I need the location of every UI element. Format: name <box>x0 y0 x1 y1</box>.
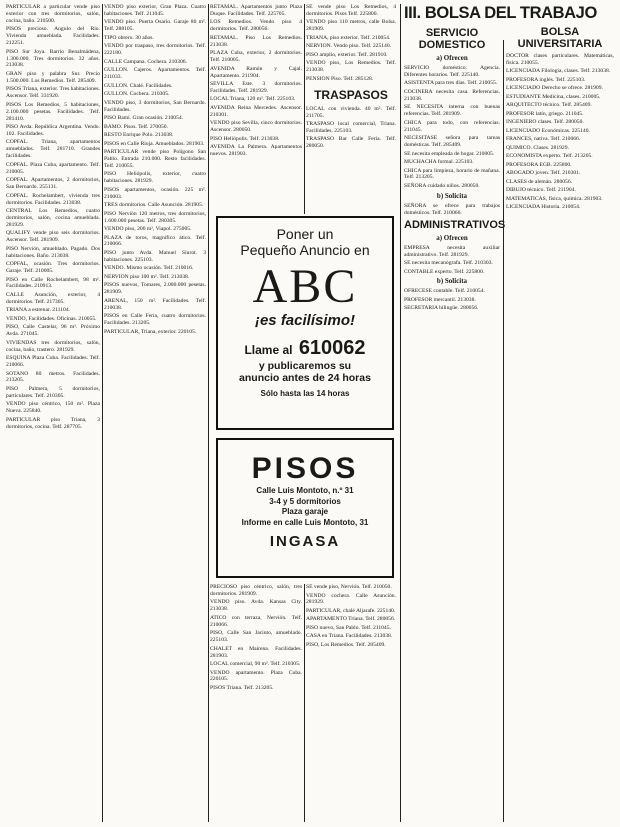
classified-ad: PISOS en Calle Rioja. Amueblados. 281903. <box>104 140 205 147</box>
classified-ad: PARTICULAR a particular vende piso exterior con tres dormitorios, salón, cocina, baño. 210500. <box>6 4 100 24</box>
pisos-line: 3-4 y 5 dormitorios <box>269 496 341 506</box>
classified-ad: PARTICULAR, chalé Aljarafe. 225140. <box>306 607 396 614</box>
classified-ad: SE necesita mecanógrafa. Telf. 210303. <box>404 260 493 267</box>
solicita-list <box>404 203 500 217</box>
classified-ad: PISO nuevo, San Pablo. Telf. 211045. <box>306 624 391 631</box>
classified-ad: ARENAL, 150 m². Facilidades. Telf. 210038. <box>104 297 206 311</box>
classified-ad: CLASES de alemán. 280056. <box>506 178 573 185</box>
solicita-subheading: b) Solicita <box>436 277 468 286</box>
ofrecen-subheading: a) Ofrecen <box>436 54 468 62</box>
column-rule <box>503 40 504 822</box>
bolsa-trabajo-masthead: III. BOLSA DEL TRABAJO <box>404 4 597 22</box>
pisos-brand: INGASA <box>269 533 341 550</box>
classified-ad: COPFAL. Rochelambert, vivienda tres dormitorios. Facilidades. 213038. <box>6 192 100 206</box>
classified-ad: NERVION piso 100 m². Telf. 213038. <box>104 273 190 280</box>
classified-ad: PISO amplio, exterior. Telf. 281910. <box>306 51 388 58</box>
classified-ad: VENDO. Mismo ocasión. Telf. 210016. <box>104 265 194 272</box>
traspasos-heading: TRASPASOS <box>314 87 388 102</box>
classified-ad: SE NECESITA interna con buenas referencias. Telf. 281909. <box>404 104 500 118</box>
classified-ad: LICENCIADA Historia. 210054. <box>506 204 581 211</box>
classified-ad: ABOGADO joven. Telf. 210301. <box>506 170 581 177</box>
classified-ad: COPFAL. Apartamentos, 2 dormitorios, San Bernardo. 255131. <box>6 177 100 191</box>
classified-ad: TIPO obrero. 30 años. <box>104 34 154 41</box>
abc-advert-line: anuncio antes de 24 horas <box>239 372 371 384</box>
classified-ad: PISO Heliópolis, exterior, cuatro habitaciones. 281929. <box>104 171 206 185</box>
classified-ad: MATEMATICAS, física, química. 281903. <box>506 195 603 202</box>
abc-logo: ABC <box>252 260 358 313</box>
classified-ad: CHALET en Mairena. Facilidades. 281903. <box>210 645 302 659</box>
classified-ad: BAMO. Pisos. Telf. 270050. <box>104 123 168 130</box>
classified-column-1 <box>6 4 100 822</box>
classified-ad: PROFESOR mercantil. 213038. <box>404 296 476 303</box>
abc-slogan: ¡es facilísimo! <box>254 312 356 329</box>
classified-ad: COPFAL. Triana, apartamentos amueblados. Telf. 281710. Grandes facilidades. <box>6 139 100 160</box>
classified-ad: PISOS Triana. Telf. 213205. <box>210 684 274 691</box>
classified-ad: VENDO piso 110 metros, calle Bolsa. 281909. <box>306 19 396 33</box>
pisos-advert-box <box>216 438 394 578</box>
classified-ad: GRAN piso y palabra Sur. Precio 1.500.000. Los Remedios. Telf. 285409. <box>6 70 100 84</box>
classified-ad: LICENCIADO Derecho se ofrece. 281909. <box>506 85 603 92</box>
classified-ad: VENDO piso, Los Remedios. Telf. 213038. <box>306 60 396 74</box>
classified-ad: MUCHACHA formal. 225103. <box>404 159 474 166</box>
classified-ad: PENSION Piso. Telf. 285128. <box>306 75 374 82</box>
classified-ad: SEVILLA Este. 3 dormitorios. Facilidades. Telf. 281929. <box>210 81 302 94</box>
classified-ad: PISOS en Calle Feria, cuatro dormitorios. Facilidades. 213205. <box>104 313 206 327</box>
classified-ad: FRANCES, nativa. Telf. 210066. <box>506 136 581 143</box>
classified-ad: SE vende piso, Nervión. Telf. 210050. <box>306 584 392 590</box>
classified-ad: LOS Remedios. Vendo piso 4 dormitorios. Telf. 280056. <box>210 19 302 33</box>
bolsa-universitaria-heading: BOLSA UNIVERSITARIA <box>517 26 603 50</box>
classified-column-2 <box>104 4 206 822</box>
classified-ad: SOTANO 80 metros. Facilidades. 213205. <box>6 370 100 384</box>
classified-ad: RETAMAL. Apartamentos junto Plaza Duque. Facilidades. Telf. 225705. <box>210 4 302 17</box>
classified-ad: VENDO, Facilidades. Oficinas. 210055. <box>6 315 97 322</box>
classified-column-3 <box>210 4 302 214</box>
classified-ad: ASISTENTA para tres días. Telf. 210055. <box>404 80 498 87</box>
classified-ad: PISO Nervión 120 metros, tres dormitorios, 1.600.000 pesetas. Telf. 280305. <box>104 210 206 224</box>
classified-ad: PARTICULAR vende piso Polígono San Pablo. Entrada 210.000. Resto facilidades. Telf. 210055. <box>104 149 206 169</box>
column-rule <box>102 4 103 822</box>
classified-ad: PROFESOR latín, griego. 211045. <box>506 110 584 117</box>
classified-ad: AVENIDA Reina Mercedes. Ascensor. 210301. <box>210 104 302 118</box>
classified-ad: TRIANA a estrenar. 211104. <box>6 307 71 314</box>
classified-ad: VENDO apartamento. Plaza Cuba. 220105. <box>210 669 302 683</box>
classified-column-3-lower <box>210 584 302 824</box>
classified-ad: PISOS apartamentos, ocasión. 225 m². 210003. <box>104 186 206 200</box>
classified-ad: PLAZA de toros, magnífico ático. Telf. 210066. <box>104 234 206 248</box>
classified-ad: ARQUITECTO técnico. Telf. 285409. <box>506 102 592 109</box>
classified-ad: SE necesita empleada de hogar. 210005. <box>404 150 495 157</box>
classified-ad: PISO junto Avda. Manuel Siurot. 3 habitaciones. 225103. <box>104 249 206 263</box>
classified-ad: GULLON. Chalé. Facilidades. <box>104 82 173 89</box>
classified-ad: PISO Sur Joya. Barrio Benalmádena, 1.300.000. Tres dormitorios. 32 años. 213038. <box>6 48 100 69</box>
classified-ad: LOCAL Triana, 120 m². Telf. 225103. <box>210 96 296 103</box>
classified-ad: PLAZA Cuba, exterior, 2 dormitorios. Telf. 210005. <box>210 50 302 64</box>
classified-ad: CONTABLE experto. Telf. 225800. <box>404 268 485 275</box>
classified-ad: CALLE Asunción, exterior, 4 dormitorios. Telf. 217305. <box>6 291 100 305</box>
classified-ad: APARTAMENTO Triana. Telf. 280056. <box>306 616 396 623</box>
classified-ad: RETAMAL. Piso Los Remedios. 213038. <box>210 34 302 48</box>
classified-ad: RESTO Enrique Polo. 213038. <box>104 132 174 139</box>
classified-ad: PISOS nuevos, Tomares, 2.000.000 pesetas. 281909. <box>104 282 206 296</box>
classified-ad: GULLON. Cochera. 210305. <box>104 91 170 98</box>
pisos-line: Informe en calle Luis Montoto, 31 <box>241 517 369 527</box>
classified-ad: COCINERA necesita casa. Referencias. 213038. <box>404 88 500 102</box>
column-rule <box>208 4 209 822</box>
classified-ad: CHICA para limpieza, horario de mañana. Telf. 213205. <box>404 167 500 181</box>
classified-ad: VENDO piso Sevilla, cinco dormitorios. Ascensor. 280050. <box>210 120 302 134</box>
administrativos-list <box>404 245 500 276</box>
abc-call-line <box>218 337 392 360</box>
classified-ad: PISOS Triana, exterior. Tres habitaciones. Ascensor. Telf. 331920. <box>6 86 101 100</box>
classified-ad: NECESITASE señora para tareas domésticas. Telf. 285409. <box>404 135 500 149</box>
pisos-line: Plaza garaje <box>281 507 329 516</box>
classified-ad: SERVICIO doméstico. Agencia. Diferentes horarios. Telf. 225140. <box>404 65 500 78</box>
classified-ad: INGENIERO clases. Telf. 280050. <box>506 119 584 126</box>
classified-ad: CALLE Campana. Cochera. 210306. <box>104 58 187 65</box>
pisos-title: PISOS <box>251 452 359 485</box>
abc-hours-note: Sólo hasta las 14 horas <box>260 389 350 398</box>
classified-ad: AVENIDA La Palmera. Apartamentos nuevos. 281903. <box>210 144 302 158</box>
abc-phone-number: 610062 <box>298 337 366 359</box>
classified-ad: DOCTOR clases particulares. Matemáticas, física. 210055. <box>506 53 614 66</box>
classified-ad: AVENIDA Ramón y Cajal. Apartamento. 211904. <box>210 65 302 79</box>
classified-ad: PARTICULAR, Triana, exterior. 220105. <box>104 328 197 335</box>
administrativos-solicita-list <box>404 288 500 312</box>
abc-advert-box <box>216 216 394 430</box>
abc-advert-line: y publicaremos su <box>258 360 352 372</box>
classified-ad: ESTUDIANTE Medicina, clases. 210005. <box>506 93 601 100</box>
classified-ad: VENDO piso. Avda. Kansas City. 213038. <box>210 599 302 613</box>
column-rule <box>304 4 305 214</box>
classified-column-4 <box>306 4 396 214</box>
classified-ad: DIBUJO técnico. Telf. 211904. <box>506 187 576 194</box>
servicio-domestico-heading: SERVICIO DOMESTICO <box>418 27 486 51</box>
classified-ad: PROFESORA EGB. 225800. <box>506 161 572 168</box>
traspasos-list <box>306 106 396 151</box>
abc-call-label: Llame al <box>244 343 293 357</box>
classified-ad: VENDO cochera. Calle Asunción. 281929. <box>306 592 396 606</box>
classified-ad: VENDO piso, 200 m², Viapol. 275005. <box>104 226 192 233</box>
abc-advert-line: Poner un <box>276 226 334 242</box>
classified-column-4-lower <box>306 584 396 824</box>
classified-ad: QUALIFY vende piso seis dormitorios. Ascensor. Telf. 281909. <box>6 230 100 244</box>
classified-ad: LICENCIADO Económicas. 225140. <box>506 127 590 134</box>
classified-ad: LOCAL comercial, 90 m². Telf. 210305. <box>210 661 301 668</box>
classified-ad: PISOS Los Remedios, 5 habitaciones, 2.100.000 pesetas. Facilidades. Telf. 281410. <box>6 101 100 122</box>
classified-ad: VENDO por traspaso, tres dormitorios. Telf. 222180. <box>104 43 206 57</box>
classified-ad: ESQUINA Plaza Cuba. Facilidades. Telf. 210066. <box>6 355 100 369</box>
classified-ad: VENDO piso céntrico, 150 m². Plaza Nueva. 225840. <box>6 401 100 415</box>
classified-ad: TRIANA, piso exterior. Telf. 210054. <box>306 34 391 41</box>
classified-ad: CHICA para todo, con referencias. 211045. <box>404 119 500 133</box>
classified-ad: VENDO piso exterior, Gran Plaza. Cuatro habitaciones. Telf. 211045. <box>104 4 206 17</box>
classified-ad: VENDO piso, 3 dormitorios, San Bernardo. Facilidades. <box>104 99 206 113</box>
classified-ad: VENDO piso. Puerta Osario. Garaje 80 m². Telf. 288105. <box>104 19 206 33</box>
classified-ad: LOCAL con vivienda. 40 m². Telf. 211705. <box>306 105 396 119</box>
classified-ad: COPFAL, ocasión. Tres dormitorios. Garaje. Telf. 210005. <box>6 261 100 275</box>
classified-ad: PISO Heliópolis. Telf. 213038. <box>210 135 280 142</box>
classified-ad: PISO Bami. Gran ocasión. 210054. <box>104 115 184 122</box>
column-rule <box>400 4 401 822</box>
classified-ad: ATICO con terraza, Nervión. Telf. 210066. <box>210 614 302 628</box>
classified-ad: LICENCIADA Filología, clases. Telf. 213038. <box>506 68 611 75</box>
classified-ad: COPFAL. Plaza Cuba, apartamento. Telf. 210005. <box>6 161 100 175</box>
classified-ad: PROFESORA inglés. Telf. 225103. <box>506 76 586 83</box>
classified-ad: PISO en Calle Rochelambert, 98 m². Facilidades. 210913. <box>6 276 100 290</box>
classified-ad: PISO, Los Remedios. Telf. 285409. <box>306 641 386 648</box>
classified-ad: PISO Avda. República Argentina. Vendo. 102. Facilidades. <box>6 124 100 137</box>
classified-ad: PISO Nervión, amueblado. Pagado. Dos habitaciones. Baño. 213038. <box>6 245 100 259</box>
pisos-line: Calle Luis Montoto, n.º 31 <box>256 486 354 495</box>
classified-ad: TRASPASO local comercial, Triana. Facilidades. 225103. <box>306 121 396 134</box>
classified-ad: SEÑORA cuidado niños. 280050. <box>404 182 480 189</box>
classified-ad: PISO, Calle San Jacinto, amueblado. 225103. <box>210 630 302 644</box>
classified-ad: TRASPASO Bar Calle Feria. Telf. 280050. <box>306 136 396 150</box>
classified-ad: CENTRAL Los Remedios, cuatro dormitorios, salón, cocina amueblada. 281929. <box>6 208 100 228</box>
classified-ad: SE vende piso Los Remedios, 4 dormitorios. Pisos Telf. 225800. <box>306 4 396 17</box>
classified-ad: PARTICULAR piso Triana, 3 dormitorios, cocina. Telf. 287705. <box>6 416 100 430</box>
ofrecen-subheading: a) Ofrecen <box>436 233 468 242</box>
classified-ad: PISO Palmera, 5 dormitorios, particulares. Telf. 210305. <box>6 385 100 399</box>
classified-ad: EMPRESA necesita auxiliar administrativo. Telf. 281929. <box>404 244 500 258</box>
abc-advert-line: Pequeño Anuncio en <box>240 242 370 258</box>
classified-ad: ECONOMISTA experto. Telf. 213205. <box>506 153 593 160</box>
classified-ad: QUIMICO. Clases. 281929. <box>506 144 569 151</box>
classified-ad: PISOS precioso. Angulo del Río. Vivienda amueblada. Facilidades. 212251. <box>6 26 100 47</box>
solicita-subheading: b) Solicita <box>436 191 468 200</box>
classified-ad: CASA en Triana. Facilidades. 213038. <box>306 633 393 640</box>
bolsa-universitaria-column <box>506 4 614 822</box>
classified-ad: OFRECESE contable. Telf. 210054. <box>404 288 485 295</box>
classified-ad: SECRETARIA bilingüe. 280056. <box>404 305 479 312</box>
bolsa-universitaria-list <box>506 53 614 211</box>
classified-ad: PISO, Calle Castelar, 96 m². Próximo Avda. 271045. <box>6 324 100 338</box>
servicio-domestico-list <box>404 65 500 190</box>
classified-ad: SEÑORA se ofrece para trabajos domésticos. Telf. 210066. <box>404 202 500 216</box>
classified-ad: NERVION. Vendo piso. Telf. 225140. <box>306 43 392 50</box>
classified-list-4 <box>306 4 396 83</box>
classified-ad: PRECIOSO piso céntrico, salón, tres dormitorios. 281909. <box>210 584 302 597</box>
classified-ad: TRES dormitorios. Calle Asunción. 281905. <box>104 202 204 209</box>
classified-ad: VIVIENDAS tres dormitorios, salón, cocina, baño, trastero. 281929. <box>6 339 100 353</box>
column-rule <box>304 584 305 822</box>
classified-ad: GULLON. Cajeros. Apartamentos. Telf. 211033. <box>104 67 206 81</box>
administrativos-heading: ADMINISTRATIVOS <box>404 218 506 231</box>
